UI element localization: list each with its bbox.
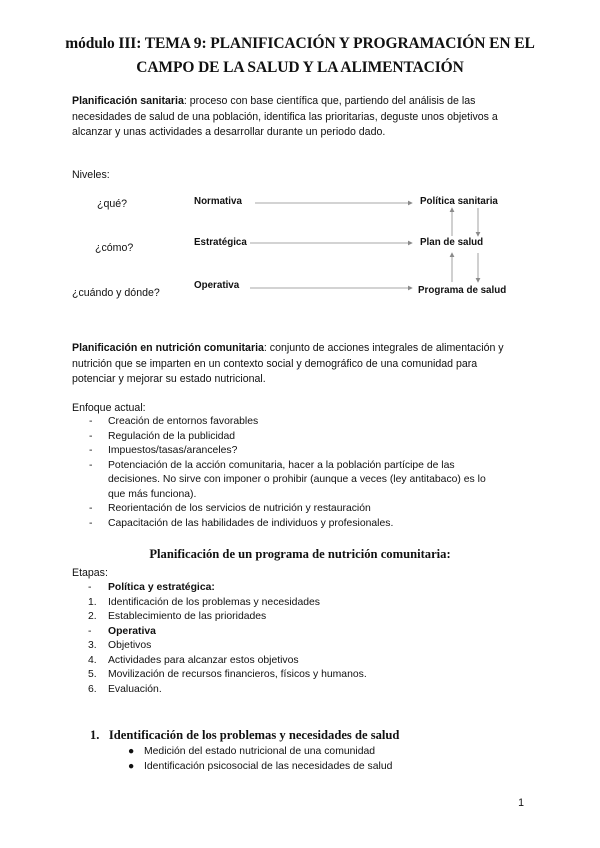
planificacion-nutricion-paragraph [72, 341, 532, 388]
list-item [89, 444, 529, 459]
etapa-text: Identificación de los problemas y necesidades [108, 596, 320, 608]
level-normativa: Normativa [194, 196, 242, 207]
list-item [89, 415, 529, 430]
etapa-marker: 1. [88, 596, 97, 608]
paragraph-line: potenciar y mejorar su estado nutricional. [72, 373, 266, 386]
page-number: 1 [518, 797, 524, 809]
etapa-item [88, 581, 528, 596]
list-dash: - [89, 416, 93, 427]
list-dash: - [89, 517, 93, 529]
section-1-bullets [128, 745, 528, 774]
paragraph-line [72, 94, 532, 110]
etapa-item [88, 668, 528, 683]
etapa-marker: 5. [88, 669, 97, 680]
enfoque-list [89, 415, 529, 531]
list-item-continuation: decisiones. No sirve con imponer o prohibir (aunque a veces (ley antitabaco) es lo [108, 474, 486, 485]
list-item-text: Creación de entornos favorables [108, 416, 259, 427]
etapa-text: Objetivos [108, 640, 152, 651]
etapa-marker: 2. [88, 611, 97, 622]
etapa-marker: 3. [88, 640, 97, 651]
etapas-label: Etapas: [72, 567, 108, 579]
etapa-item [88, 610, 528, 625]
section-1-heading [90, 728, 399, 743]
etapa-text: Movilización de recursos financieros, físicos y humanos. [108, 669, 367, 680]
paragraph-line: necesidades de salud de una población, identifica las prioritarias, deguste unos objetivos a [72, 110, 498, 123]
niveles-label: Niveles: [72, 169, 110, 181]
etapa-text: Establecimiento de las prioridades [108, 611, 267, 622]
paragraph-line: nutrición que se imparten en un contexto social y demográfico de una comunidad para [72, 357, 478, 370]
title-line-2: CAMPO DE LA SALUD Y LA ALIMENTACIÓN [136, 59, 464, 76]
question-que: ¿qué? [97, 198, 128, 210]
list-item-text: Capacitación de las habilidades de individuos y profesionales. [108, 517, 394, 529]
paragraph-line: alcanzar y unas actividades a desarrollar durante un periodo dado. [72, 126, 386, 139]
etapa-marker: - [88, 582, 92, 593]
etapa-item [88, 625, 528, 640]
term-planificacion-nutricion: Planificación en nutrición comunitaria [72, 342, 264, 354]
list-item-text: Impuestos/tasas/aranceles? [108, 445, 238, 456]
list-item-text: Reorientación de los servicios de nutrición y restauración [108, 503, 371, 514]
etapa-text: Evaluación. [108, 683, 162, 695]
bullet-dot-icon: ● [128, 760, 135, 772]
etapa-text: Operativa [108, 625, 156, 637]
list-item [89, 502, 529, 517]
enfoque-label: Enfoque actual: [72, 402, 146, 414]
etapas-list [88, 581, 528, 697]
outcome-programa-de-salud: Programa de salud [418, 285, 507, 296]
outcome-plan-de-salud: Plan de salud [420, 237, 484, 248]
list-item-text: Regulación de la publicidad [108, 430, 236, 442]
bullet-item [128, 760, 528, 775]
bullet-item [128, 745, 528, 760]
paragraph-text: : proceso con base científica que, partiendo del análisis de las [183, 95, 476, 107]
etapa-item [88, 639, 528, 654]
etapa-item [88, 654, 528, 669]
planificacion-sanitaria-paragraph [72, 94, 532, 141]
level-estrategica: Estratégica [194, 237, 247, 248]
programa-heading: Planificación de un programa de nutrición comunitaria: [149, 547, 451, 561]
list-item [89, 459, 529, 474]
etapa-marker: - [88, 625, 92, 637]
question-cuando-donde: ¿cuándo y dónde? [72, 287, 160, 299]
bullet-text: Medición del estado nutricional de una comunidad [144, 746, 376, 757]
etapa-text: Actividades para alcanzar estos objetivos [108, 654, 299, 666]
question-como: ¿cómo? [95, 242, 134, 254]
paragraph-text: : conjunto de acciones integrales de alimentación y [263, 342, 504, 354]
bullet-dot-icon: ● [128, 746, 135, 757]
etapa-marker: 6. [88, 683, 97, 695]
etapa-text: Política y estratégica: [108, 582, 215, 593]
list-dash: - [89, 503, 93, 514]
etapa-item [88, 596, 528, 611]
list-dash: - [89, 430, 93, 442]
term-planificacion-sanitaria: Planificación sanitaria [72, 95, 184, 107]
section-number: 1. [90, 728, 100, 742]
title-line-1: módulo III: TEMA 9: PLANIFICACIÓN Y PROGRAMACIÓN EN EL [65, 35, 535, 52]
list-item-continuation: que más funciona). [108, 488, 197, 500]
etapa-marker: 4. [88, 654, 97, 666]
section-title: Identificación de los problemas y necesidades de salud [108, 728, 400, 742]
etapa-item [88, 683, 528, 698]
bullet-text: Identificación psicosocial de las necesidades de salud [144, 760, 393, 772]
list-dash: - [89, 459, 93, 471]
list-item [89, 430, 529, 445]
level-operativa: Operativa [194, 280, 240, 291]
list-item-text: Potenciación de la acción comunitaria, hacer a la población partícipe de las [108, 459, 455, 471]
paragraph-line [72, 341, 532, 357]
outcome-politica-sanitaria: Política sanitaria [420, 196, 498, 207]
list-dash: - [89, 445, 93, 456]
list-item [89, 517, 529, 532]
document-title [40, 32, 560, 80]
